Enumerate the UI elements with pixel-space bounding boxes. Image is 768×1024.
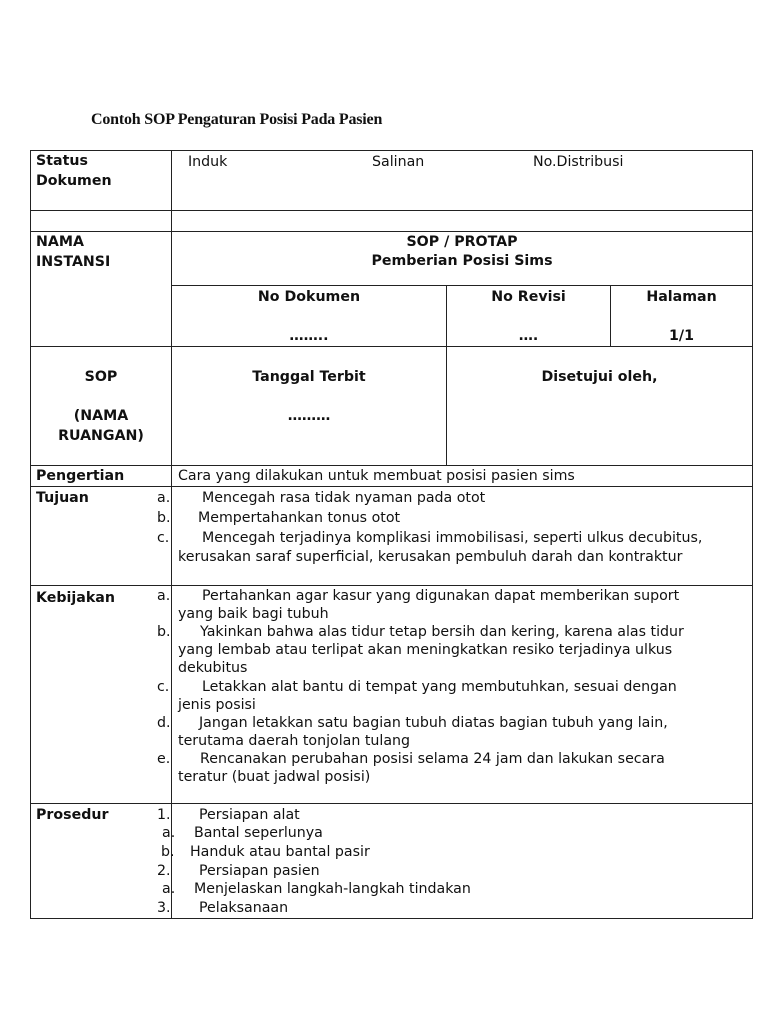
sop-protap-heading: SOP / PROTAP [406, 234, 518, 250]
tujuan-item-continuation: kerusakan saraf superficial, kerusakan pembuluh darah dan kontraktur [178, 549, 683, 565]
status-label: Dokumen [36, 173, 112, 189]
list-marker: 3. [157, 900, 171, 916]
no-dokumen-value: …….. [289, 328, 329, 344]
row-line [30, 585, 753, 586]
kebijakan-item-continuation: dekubitus [178, 660, 248, 676]
row-line [171, 285, 753, 286]
sop-label: SOP [84, 369, 118, 385]
sop-title: Pemberian Posisi Sims [371, 253, 553, 269]
distribusi-label: No.Distribusi [533, 154, 624, 170]
tanggal-terbit-value: ……… [287, 408, 331, 424]
sop-ruangan-label: (NAMA [73, 408, 129, 424]
list-marker: 2. [157, 863, 171, 879]
list-marker: e. [157, 751, 171, 767]
kebijakan-item: Letakkan alat bantu di tempat yang membutuhkan, sesuai dengan [202, 679, 677, 695]
tujuan-item: Mencegah terjadinya komplikasi immobilisasi, seperti ulkus decubitus, [202, 530, 703, 546]
list-marker: a. [162, 825, 176, 841]
prosedur-item: Menjelaskan langkah-langkah tindakan [194, 881, 471, 897]
pengertian-text: Cara yang dilakukan untuk membuat posisi pasien sims [178, 468, 575, 484]
halaman-value: 1/1 [669, 328, 694, 344]
list-marker: a. [157, 490, 171, 506]
kebijakan-item: Yakinkan bahwa alas tidur tetap bersih dan kering, karena alas tidur [200, 624, 684, 640]
list-marker: d. [157, 715, 171, 731]
prosedur-item: Persiapan alat [199, 807, 300, 823]
instansi-label: NAMA [36, 234, 84, 250]
row-line [30, 486, 753, 487]
row-line [30, 210, 753, 211]
no-dokumen-label: No Dokumen [257, 289, 361, 305]
document-title: Contoh SOP Pengaturan Posisi Pada Pasien [91, 111, 383, 128]
no-revisi-label: No Revisi [491, 289, 566, 305]
list-marker: c. [157, 679, 170, 695]
tanggal-terbit-label: Tanggal Terbit [252, 369, 366, 385]
list-marker: b. [157, 624, 171, 640]
salinan-label: Salinan [372, 154, 425, 170]
row-line [30, 803, 753, 804]
disetujui-label: Disetujui oleh, [541, 369, 658, 385]
induk-label: Induk [188, 154, 228, 170]
kebijakan-label: Kebijakan [36, 590, 115, 606]
prosedur-item: Handuk atau bantal pasir [190, 844, 370, 860]
tujuan-label: Tujuan [36, 490, 89, 506]
prosedur-item: Bantal seperlunya [194, 825, 323, 841]
kebijakan-item-continuation: teratur (buat jadwal posisi) [178, 769, 371, 785]
prosedur-item: Persiapan pasien [199, 863, 320, 879]
kebijakan-item-continuation: yang lembab atau terlipat akan meningkatkan resiko terjadinya ulkus [178, 642, 673, 658]
kebijakan-item: Pertahankan agar kasur yang digunakan dapat memberikan suport [202, 588, 680, 604]
tujuan-item: Mencegah rasa tidak nyaman pada otot [202, 490, 486, 506]
kebijakan-item: Rencanakan perubahan posisi selama 24 jam dan lakukan secara [200, 751, 665, 767]
row-line [30, 465, 753, 466]
table-border-bottom [30, 918, 753, 919]
list-marker: a. [157, 588, 171, 604]
kebijakan-item: Jangan letakkan satu bagian tubuh diatas bagian tubuh yang lain, [199, 715, 668, 731]
prosedur-item: Pelaksanaan [199, 900, 289, 916]
prosedur-label: Prosedur [36, 807, 109, 823]
status-label: Status [36, 153, 88, 169]
row-line [30, 231, 753, 232]
no-revisi-value: …. [518, 328, 539, 344]
kebijakan-item-continuation: jenis posisi [178, 697, 256, 713]
pengertian-label: Pengertian [36, 468, 125, 484]
row-line [30, 346, 753, 347]
kebijakan-item-continuation: terutama daerah tonjolan tulang [178, 733, 411, 749]
row-line [30, 150, 753, 151]
list-marker: b. [161, 844, 175, 860]
list-marker: 1. [157, 807, 171, 823]
kebijakan-item-continuation: yang baik bagi tubuh [178, 606, 329, 622]
sop-ruangan-label: RUANGAN) [58, 428, 144, 444]
halaman-label: Halaman [646, 289, 717, 305]
list-marker: c. [157, 530, 170, 546]
list-marker: b. [157, 510, 171, 526]
tujuan-item: Mempertahankan tonus otot [198, 510, 401, 526]
instansi-label: INSTANSI [36, 254, 111, 270]
list-marker: a. [162, 881, 176, 897]
